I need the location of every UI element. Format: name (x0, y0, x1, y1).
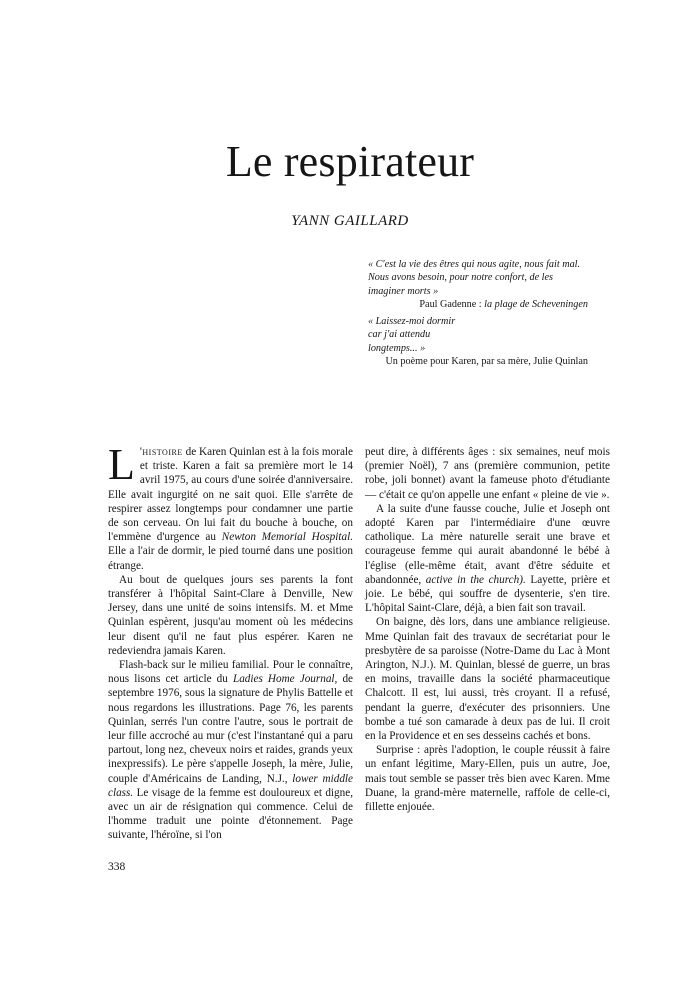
paragraph-text: Le visage de la femme est douloureux et digne, avec un air de résignation qui commence. Celui de l'homme traduit une pointe d'étonnement. Page suivante, l'héroïne, si l'on (108, 786, 353, 842)
paragraph-5: On baigne, dès lors, dans une ambiance religieuse. Mme Quinlan fait des travaux de secrétariat pour le presbytère de sa paroisse (Notre-Dame du Lac à Mont Arington, N.J.). M. Quinlan, blessé de guerre, un bras en moins, travaille dans la société pharmaceutique Chalcott. Il est, lui aussi, très croyant. Il a refusé, pendant la guerre, d'exécuter des prisonniers. Une bombe a tué son camarade à deux pas de lui. Il croit en la Providence et en ses desseins cachés et bons. (365, 616, 610, 743)
paragraph-text: de septembre 1976, sous la signature de Phylis Battelle et nous regardons les illustrations. Page 76, les parents Quinlan, serrés l'un contre l'autre, sous le portrait de leur fille accroché au mur (c'est l'instantané qui a paru partout, long nez, cheveux noirs et raides, grands yeux inexpressifs). Le père s'appelle Joseph, la mère, Julie, couple d'Américains de Landing, N.J., (108, 673, 354, 785)
epigraph-poem-attribution: Un poème pour Karen, par sa mère, Julie Quinlan (385, 356, 588, 368)
church-phrase: active in the church). (425, 573, 526, 586)
paragraph-4 (365, 502, 610, 616)
paragraph-text: Flash-back sur le milieu familial. Pour le connaître, nous lisons cet article du (108, 659, 353, 686)
paragraph-6: Surprise : après l'adoption, le couple réussit à faire un enfant légitime, Mary-Ellen, puis un autre, Joe, mais tout semble se passer très bien avec Karen. Mme Duane, la grand-mère maternelle, raffole de celle-ci, fillette enjouée. (365, 744, 610, 814)
epigraph-poem-line: longtemps... » (368, 342, 426, 354)
paragraph-text: de Karen Quinlan est à la fois morale et triste. Karen a fait sa première mort le 14 avril 1975, au cours d'une soirée d'anniversaire. Elle avait ingurgité on ne sait quoi. Elle s'arrête de respirer assez longtemps pour condamner une partie de son cerveau. On lui fait du bouche à bouche, on l'emmène d'urgence au (108, 446, 353, 544)
paragraph-text: Layette, prière et joie. Le bébé, qui souffre de dysenterie, s'en tire. L'hôpital Saint-Clare, déjà, a bien fait son travail. (365, 573, 610, 615)
epigraph-poem (368, 315, 588, 369)
paragraph-3 (108, 658, 353, 843)
article-author: YANN GAILLARD (291, 213, 409, 229)
opening-smallcaps: 'histoire (139, 446, 183, 458)
epigraph-gadenne (368, 258, 588, 312)
paragraph-text: Elle a l'air de dormir, le pied tourné dans une position étrange. (108, 545, 353, 572)
article-title: Le respirateur (225, 137, 475, 186)
hospital-name: Newton Memorial Hospital. (221, 531, 353, 544)
paragraph-2: Au bout de quelques jours ses parents la font transférer à l'hôpital Saint-Clare à Denville, New Jersey, dans une unité de soins intensifs. M. et Mme Quinlan espèrent, jusqu'au moment où les médecins leur disent qu'il ne faut plus espérer. Karen ne redeviendra jamais Karen. (108, 573, 353, 657)
class-phrase: lower middle class. (108, 772, 353, 799)
epigraph-poem-line: « Laissez-moi dormir (368, 316, 456, 327)
epigraph-author: Paul Gadenne : (419, 299, 482, 311)
paragraph-text: A la suite d'une fausse couche, Julie et Joseph ont adopté Karen par l'intermédiaire d'une œuvre catholique. La mère naturelle serait une brave et courageuse femme qui aurait abandonné le bébé à l'église (elle-même était, avant d'être séduite et abandonnée, (365, 502, 610, 586)
epigraph-poem-line: car j'ai attendu (368, 329, 431, 341)
drop-cap: L (108, 440, 135, 489)
column-left (108, 440, 354, 843)
paragraph-1 (108, 440, 353, 573)
column-right (365, 445, 610, 814)
epigraph-attribution (368, 298, 588, 311)
epigraph-quote: « C'est la vie des êtres qui nous agite, nous fait mal. Nous avons besoin, pour notre confort, de les imaginer morts » (368, 259, 581, 297)
journal-name: Ladies Home Journal, (232, 673, 338, 686)
page-number: 338 (108, 861, 126, 873)
paragraph-3-continued: peut dire, à différents âges : six semaines, neuf mois (premier Noël), 7 ans (première communion, petite robe, joli bonnet) avant la fameuse photo d'étudiante — c'était ce qu'on appelle une enfant « pleine de vie ». (365, 446, 610, 501)
epigraph-work: la plage de Scheveningen (484, 299, 588, 311)
